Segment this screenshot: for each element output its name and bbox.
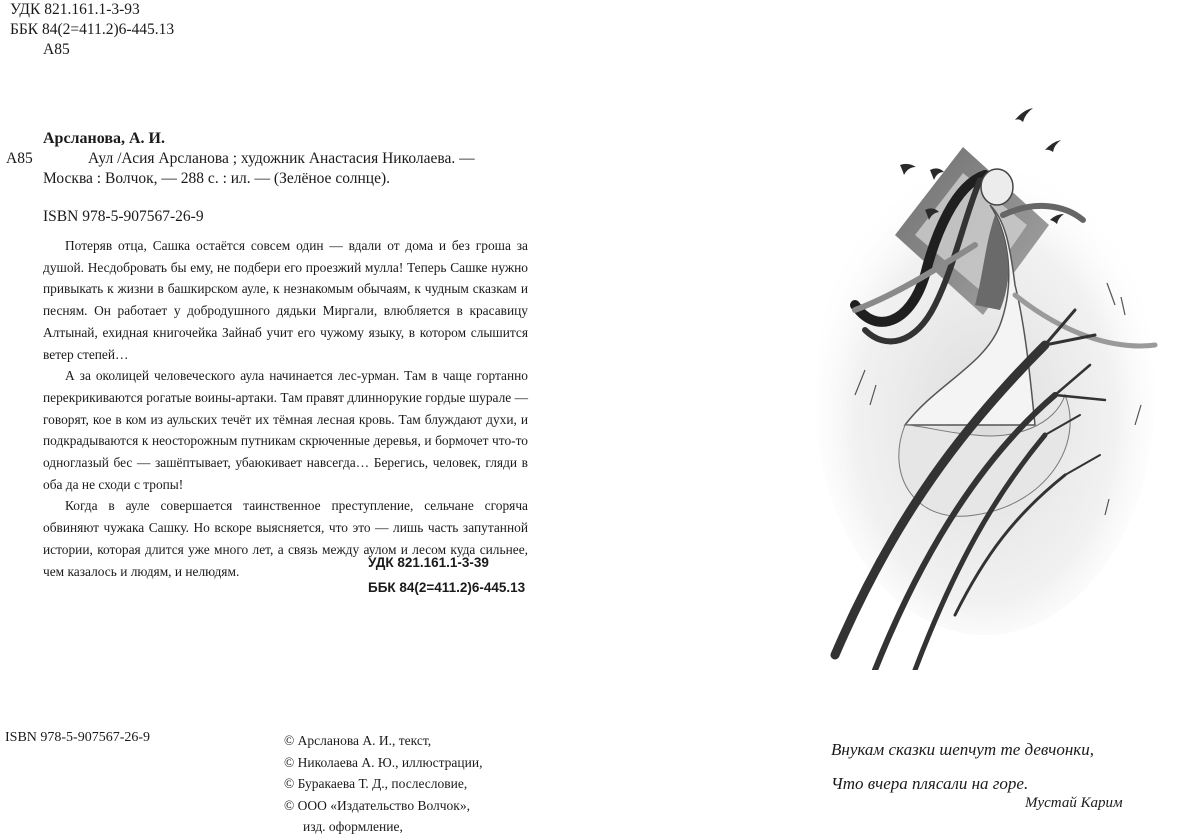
imprint-isbn: ISBN 978-5-907567-26-9 (5, 730, 151, 745)
udk-code-top: УДК 821.161.1-3-93 (10, 1, 140, 18)
epigraph-line: Внукам сказки шепчут те девчонки, (831, 740, 1095, 759)
catalog-author: Арсланова, А. И. (43, 130, 165, 147)
epigraph-line: Что вчера плясали на горе. (831, 774, 1029, 793)
catalog-line-1: Аул /Асия Арсланова ; художник Анастасия Николаева. — (88, 150, 475, 167)
udk-code-bottom: УДК 821.161.1-3-39 (368, 555, 489, 570)
copyright-line: изд. оформление, (303, 819, 403, 835)
illustration-drawing (815, 95, 1190, 670)
copyright-line: © Арсланова А. И., текст, (284, 733, 432, 748)
epigraph-author: Мустай Карим (1025, 795, 1123, 811)
annotation (43, 235, 528, 582)
annotation-paragraph: А за околицей человеческого аула начинается лес-урман. Там в чаще гортанно перекрикиваются рогатые воины-артаки. Там правят длиннорукие гордые шурале — говорят, кое в ком из аульских течёт их тёмная лесная кровь. Там блуждают духи, и подкрадываются к неосторожным путникам скрюченные деревья, и бормочет что-то одноглазый бес — зашёптывает, убаюкивает навсегда… Берегись, человек, гляди в оба да не сходи с тропы! (43, 368, 528, 492)
annotation-paragraph: Когда в ауле совершается таинственное преступление, сельчане сгоряча обвиняют чужака Сашку. Но вскоре выясняется, что это — лишь часть запутанной истории, которая длится уже много лет, а связь между аулом и лесом куда сильнее, чем казалось и людям, и нелюдям. (43, 498, 528, 579)
annotation-paragraph: Потеряв отца, Сашка остаётся совсем один — вдали от дома и без гроша за душой. Несдобровать бы ему, не подбери его проезжий мулла! Теперь Сашке нужно привыкать к жизни в башкирском ауле, к незнакомым обычаям, к чудным сказкам и песням. Он работает у добродушного дядьки Миргали, влюбляется в красавицу Алтынай, ехидная книгочейка Зайнаб учит его чужому языку, в котором слышится ветер степей… (43, 238, 528, 362)
copyright-list (284, 730, 482, 838)
dancing-girl-illustration (815, 95, 1190, 670)
copyright-line: © Буракаева Т. Д., послесловие, (284, 776, 468, 792)
catalog-isbn: ISBN 978-5-907567-26-9 (43, 208, 204, 225)
copyright-line: © ООО «Издательство Волчок», (284, 797, 470, 813)
bbk-code-bottom: ББК 84(2=411.2)6-445.13 (368, 580, 526, 595)
bbk-code-top: ББК 84(2=411.2)6-445.13 (10, 21, 175, 38)
catalog-line-2: Москва : Волчок, — 288 с. : ил. — (Зелёное солнце). (43, 170, 390, 187)
copyright-line: © Николаева А. Ю., иллюстрации, (284, 754, 483, 770)
author-mark-top: А85 (43, 41, 70, 58)
catalog-index: А85 (6, 150, 33, 167)
epigraph (831, 733, 1094, 801)
